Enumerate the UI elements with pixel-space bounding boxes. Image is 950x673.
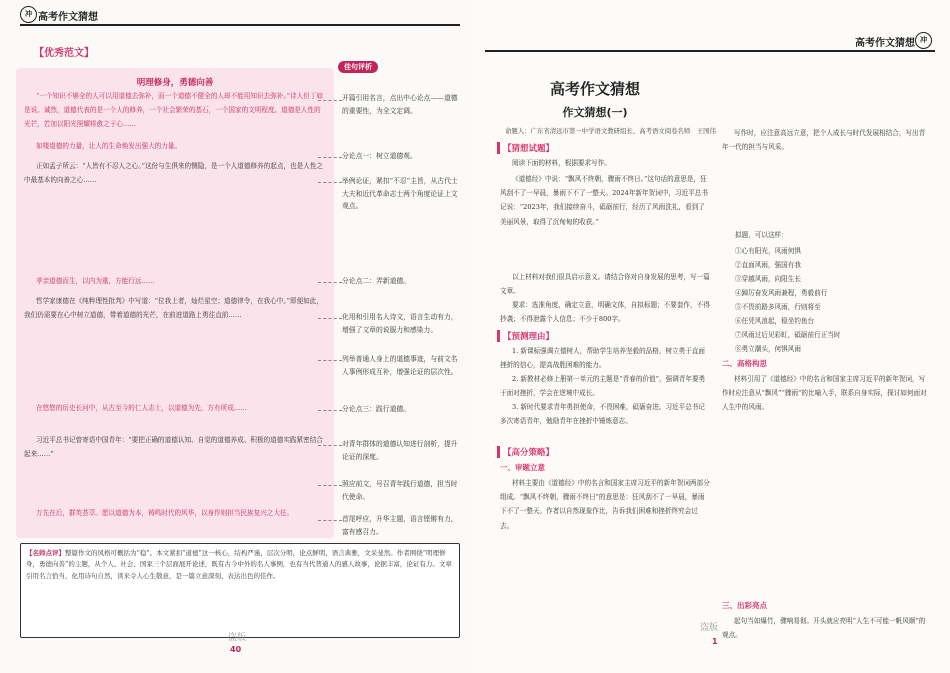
section-heading: 【预测理由】 xyxy=(497,330,554,342)
side-note: 对青年群体的道德认知进行剖析，提升论证的深度。 xyxy=(342,440,458,461)
title-idea: ⑧勇立潮头，何惧风雨 xyxy=(735,345,801,353)
side-note: 开篇引用名言，点出中心论点——道德的重要性，为全文定调。 xyxy=(342,94,458,115)
leader-line xyxy=(318,182,342,183)
side-note: 照应前文，号召青年践行道德，担当时代使命。 xyxy=(342,480,458,501)
side-note: 分论点一：树立道德观。 xyxy=(342,152,417,160)
subsection-heading: 一、审题立意 xyxy=(500,463,545,472)
leader-line xyxy=(318,520,342,521)
prompt-body: 《道德经》中说：“飘风不终朝，骤雨不终日。”这句话的意思是，狂风刮不了一早晨，暴雨下不了一整天。2024年新年贺词中，习近平总书记说：“2023年，我们接续奋斗，砥砺前行，经历了风雨洗礼，看到了美丽风景，取得了沉甸甸的收获。” xyxy=(500,175,708,226)
essay-paragraph-6: 在悠悠的历史长河中，从古至今的仁人志士，以道德为先，方有所成…… xyxy=(36,404,247,412)
essay-paragraph-1: “一个知识不够全的人可以用道德去弥补，而一个道德不健全的人却不能用知识去弥补。”诗人但丁如是说。诚然，道德代表的是一个人的修养，一个社会繁荣的基石，一个国家的文明程度。道德是人性的光芒，若加以阳光照耀将愈之于心…… xyxy=(24,92,323,128)
highlight-text: 起句当如爆竹，骤响易彻。开头就应亮明“人生不可能一帆风顺”的观点。 xyxy=(722,617,926,640)
leader-line xyxy=(318,410,342,411)
leader-line xyxy=(318,360,342,361)
reason-1: 1. 新课标强调立德树人，帮助学生培养坚毅的品格，树立勇于直面挫折的信心，提高战胜困难的能力。 xyxy=(500,347,706,370)
title-idea: ③穿越风雨，向阳生长 xyxy=(735,275,801,283)
side-note: 分论点三：践行道德。 xyxy=(342,405,410,413)
title-idea: ⑥任凭风浪起，稳坐钓鱼台 xyxy=(735,317,815,325)
section-heading: 【猜想试题】 xyxy=(497,142,554,154)
strategy-text: 写作时，应注意高远立意，把个人成长与时代发展相结合，写出青年一代的担当与风采。 xyxy=(722,129,926,152)
title-idea: ④踔厉奋发风雨兼程，勇毅前行 xyxy=(735,289,828,297)
reason-3: 3. 新时代要求青年勇担使命，不畏困难，砥砺奋进。习近平总书记多次寄语青年，勉励青年在挫折中锤炼意志。 xyxy=(500,403,706,426)
leader-line xyxy=(318,445,342,446)
essay-paragraph-8: 万先在后，群英荟萃。愿以道德为本，铸鸣时代的风华，以身作则担当民族复兴之大任。 xyxy=(36,509,294,517)
side-note: 举例论证，紧扣“不忍”主旨，从古代士大夫和近代革命志士两个角度论证上文观点。 xyxy=(342,177,458,210)
page-number-left: 40 xyxy=(230,645,242,654)
title-idea: ⑤不畏前路多风雨，行则将至 xyxy=(735,303,821,311)
analysis-text: 材料主要由《道德经》中的名言和国家主席习近平的新年贺词两部分组成。“飘风不终朝，骤雨不终日”的意思是：狂风刮不了一早晨，暴雨下不了一整天。作者以自然现象作比，告诉我们困难和挫折终究会过去。 xyxy=(500,479,710,530)
leader-line xyxy=(318,157,342,158)
leader-line xyxy=(318,318,342,319)
section-tag-sample: 【优秀范文】 xyxy=(34,48,94,59)
logo-icon: 冲 xyxy=(20,6,37,23)
essay-paragraph-2: 如楼道德的力量，让人的生命焕发出强大的力量。 xyxy=(36,142,182,150)
title-idea: ②直面风雨，强国有我 xyxy=(735,261,801,269)
sub-title: 作文猜想(一) xyxy=(562,106,628,119)
side-note: 分论点二：弄新道德。 xyxy=(342,277,410,285)
logo-icon: 冲 xyxy=(915,32,932,49)
subsection-heading: 三、出彩亮点 xyxy=(722,601,767,610)
page-number-right: 1 xyxy=(712,637,718,646)
main-title: 高考作文猜想 xyxy=(549,80,640,98)
subsection-heading: 二、高格构思 xyxy=(722,359,767,368)
prompt-task: 以上材料对我们很具启示意义。请结合你对自身发展的思考，写一篇文章。 xyxy=(500,273,710,296)
prompt-requirements: 要求：选准角度，确定立意，明确文体，自拟标题；不要套作，不得抄袭；不得泄露个人信息；不少于800字。 xyxy=(500,301,710,324)
list-intro: 拟题，可以这样： xyxy=(735,231,788,239)
leader-line xyxy=(318,100,342,101)
teacher-comment: 【名师点评】整篇作文的风格可概括为“稳”。本文紧扣“道德”这一核心，结构严谨，层次分明，论点鲜明，语言典雅，文采斐然。作者围绕“明理修身，勇德向善”的主题，从个人、社会、国家三个层面展开论述，既有古今中外的名人事例，也有当代普通人的感人故事，论据丰富，论证有力。文章引用名言恰当，化用诗句自然，读来令人心生敬意，是一篇立意深刻、表达出色的佳作。 xyxy=(26,549,452,580)
prompt-intro: 阅读下面的材料，根据要求写作。 xyxy=(512,159,611,167)
essay-title: 明理修身，勇德向善 xyxy=(136,78,214,88)
piracy-mark: 盗版 xyxy=(700,623,719,633)
leader-line xyxy=(318,485,342,486)
leader-line xyxy=(318,282,342,283)
header-title-left: 高考作文猜想 xyxy=(38,12,98,23)
header-rule-left xyxy=(20,24,460,26)
side-note: 化用和引用名人诗文，语言生动有力，增强了文章的说服力和感染力。 xyxy=(342,313,458,334)
side-note: 首尾呼应，升华主题，语言铿锵有力，富有感召力。 xyxy=(342,515,458,536)
essay-paragraph-3: 正如孟子所云：“人皆有不忍人之心。”这份与生俱来的恻隐，是一个人道德修养的起点，也是人性之中最基本的向善之心…… xyxy=(24,162,323,184)
concept-text: 材料引用了《道德经》中的名言和国家主席习近平的新年贺词，写作时应注意从“飘风”“骤雨”的比喻入手，联系自身实际，探讨如何面对人生中的风雨。 xyxy=(722,375,927,412)
header-title-right: 高考作文猜想 xyxy=(855,38,915,49)
essay-paragraph-5: 哲学家康德在《纯粹理性批判》中写道：“位我上者，灿烂星空；道德律令，在我心中。”即便如此，我们仍需要在心中树立道德，带着道德的光芒，在前进道路上勇往直前…… xyxy=(24,297,323,319)
essay-paragraph-4: 孝亲道德而生，以内为重，方能行远…… xyxy=(36,277,155,285)
section-heading: 【高分策略】 xyxy=(497,446,554,458)
byline: 命题人：广东省清远市第一中学语文教研组长、高考语文阅卷名师 王国伟 xyxy=(505,127,716,135)
piracy-mark: 盗版 xyxy=(228,633,247,643)
title-idea: ①心有阳光，风雨何惧 xyxy=(735,247,801,255)
title-idea: ⑦风雨过后见彩虹，砥砺前行正当时 xyxy=(735,331,841,339)
header-rule-right xyxy=(485,50,935,52)
side-label: 佳句评析 xyxy=(338,61,378,73)
reason-2: 2. 新教材必修上册第一单元的主题是“青春的价值”，强调青年要勇于面对挫折，学会在逆境中成长。 xyxy=(500,375,706,398)
essay-paragraph-7: 习近平总书记曾寄语中国青年：“要把正确的道德认知、自觉的道德养成、积极的道德实践紧密结合起来……” xyxy=(24,436,323,458)
side-note: 列举普通人身上的道德事迹，与前文名人事例形成互补，增强论证的层次性。 xyxy=(342,355,458,376)
